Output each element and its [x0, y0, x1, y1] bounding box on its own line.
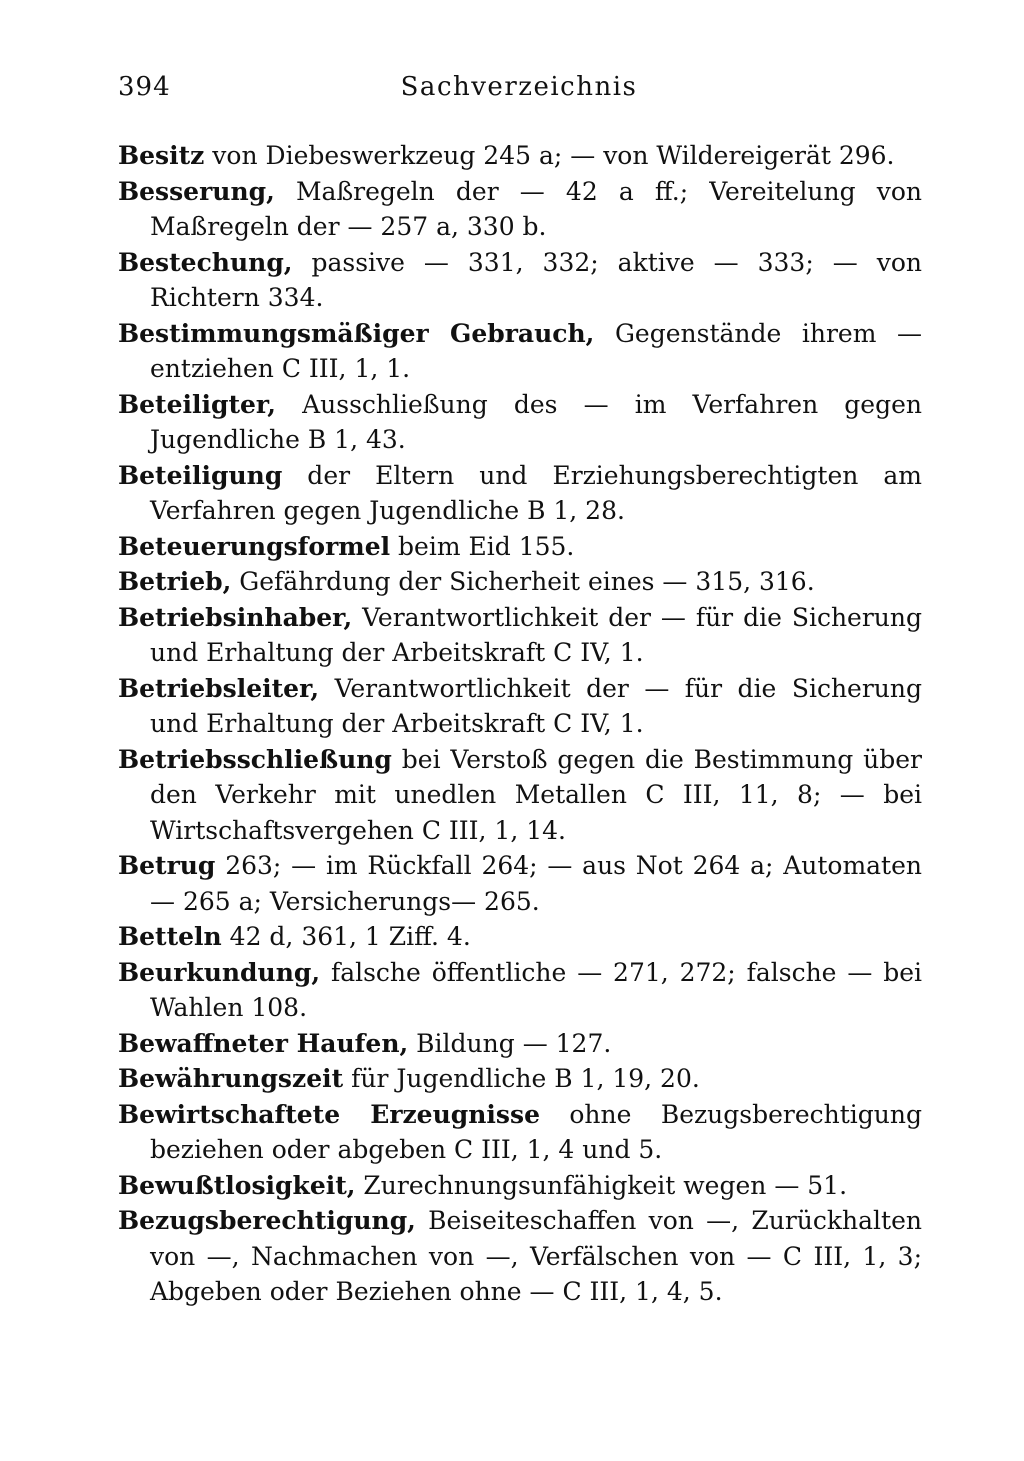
- entry-headword: Bewaffneter Haufen,: [118, 1028, 409, 1058]
- entry-text: ohne Bezugsberechtigung beziehen oder abgeben C III, 1, 4 und 5.: [150, 1099, 922, 1164]
- index-entry: [118, 848, 922, 919]
- index-entry: [118, 316, 922, 387]
- entry-text: 263; — im Rückfall 264; — aus Not 264 a; Automaten — 265 a; Versicherungs— 265.: [150, 851, 922, 916]
- entry-text: Beiseiteschaffen von —, Zurückhalten von —, Nachmachen von —, Verfälschen von — C III, 1, 3; Abgeben oder Beziehen ohne — C III, 1, 4, 5.: [150, 1206, 922, 1306]
- entry-text: passive — 331, 332; aktive — 333; — von Richtern 334.: [150, 247, 922, 312]
- index-entry: [118, 564, 922, 600]
- entry-headword: Beteiligung: [118, 460, 283, 490]
- running-head: [118, 72, 920, 112]
- entry-headword: Betriebsschließung: [118, 744, 392, 774]
- entry-text: bei Verstoß gegen die Bestimmung über den Verkehr mit unedlen Metallen C III, 11, 8; — bei Wirtschaftsvergehen C III, 1, 14.: [150, 744, 922, 845]
- index-entry: [118, 1061, 922, 1097]
- entry-headword: Betrieb,: [118, 567, 232, 596]
- index-entry: [118, 174, 922, 245]
- entry-text: Verantwortlichkeit der — für die Sicherung und Erhaltung der Arbeitskraft C IV, 1.: [150, 673, 922, 738]
- entry-text: Ausschließung des — im Verfahren gegen Jugendliche B 1, 43.: [150, 389, 922, 454]
- section-title: Sachverzeichnis: [400, 72, 638, 102]
- entry-text: Maßregeln der — 42 a ff.; Vereitelung von Maßregeln der — 257 a, 330 b.: [150, 176, 922, 241]
- entry-headword: Betriebsinhaber,: [118, 602, 353, 632]
- index-entry: [118, 458, 922, 529]
- entry-headword: Beteiligter,: [118, 389, 276, 419]
- entry-text: 42 d, 361, 1 Ziff. 4.: [221, 922, 471, 951]
- entry-headword: Bewußtlosigkeit,: [118, 1170, 356, 1200]
- entry-headword: Betrug: [118, 851, 216, 880]
- entry-text: von Diebeswerkzeug 245 a; — von Wildereigerät 296.: [204, 141, 895, 170]
- index-entry: [118, 1168, 922, 1204]
- entry-headword: Beurkundung,: [118, 957, 321, 987]
- entry-headword: Betteln: [118, 922, 222, 951]
- entry-headword: Betriebsleiter,: [118, 673, 320, 703]
- index-entry: [118, 1097, 922, 1168]
- index-entry: [118, 387, 922, 458]
- entry-text: falsche öffentliche — 271, 272; falsche — bei Wahlen 108.: [150, 957, 922, 1022]
- index-entry: [118, 600, 922, 671]
- index-entry: [118, 1026, 922, 1062]
- entry-headword: Beteuerungsformel: [118, 531, 391, 561]
- entry-text: beim Eid 155.: [390, 531, 575, 561]
- entry-text: Verantwortlichkeit der — für die Sicherung und Erhaltung der Arbeitskraft C IV, 1.: [150, 602, 922, 667]
- index-entry: [118, 671, 922, 742]
- index-entry: [118, 919, 922, 955]
- entry-headword: Bestimmungsmäßiger Gebrauch,: [118, 318, 595, 348]
- entry-headword: Besserung,: [118, 176, 275, 206]
- entry-text: Zurechnungsunfähigkeit wegen — 51.: [355, 1170, 848, 1200]
- entry-text: Bildung — 127.: [408, 1028, 612, 1058]
- index-entry: [118, 138, 922, 174]
- entry-text: Gegenstände ihrem — entziehen C III, 1, 1.: [150, 318, 922, 383]
- entry-text: Gefährdung der Sicherheit eines — 315, 316.: [231, 567, 815, 596]
- entry-headword: Besitz: [118, 141, 205, 170]
- entry-headword: Bewirtschaftete Erzeugnisse: [118, 1099, 540, 1129]
- index-entry: [118, 955, 922, 1026]
- entry-text: der Eltern und Erziehungsberechtigten am Verfahren gegen Jugendliche B 1, 28.: [150, 460, 922, 525]
- entry-headword: Bewährungszeit: [118, 1064, 344, 1093]
- index-entry: [118, 245, 922, 316]
- entry-text: für Jugendliche B 1, 19, 20.: [343, 1064, 700, 1093]
- index-entry: [118, 529, 922, 565]
- page-number: 394: [118, 72, 171, 102]
- entry-headword: Bestechung,: [118, 247, 293, 277]
- index-entries: [118, 138, 922, 1310]
- index-entry: [118, 742, 922, 849]
- entry-headword: Bezugsberechtigung,: [118, 1206, 416, 1235]
- index-entry: [118, 1203, 922, 1310]
